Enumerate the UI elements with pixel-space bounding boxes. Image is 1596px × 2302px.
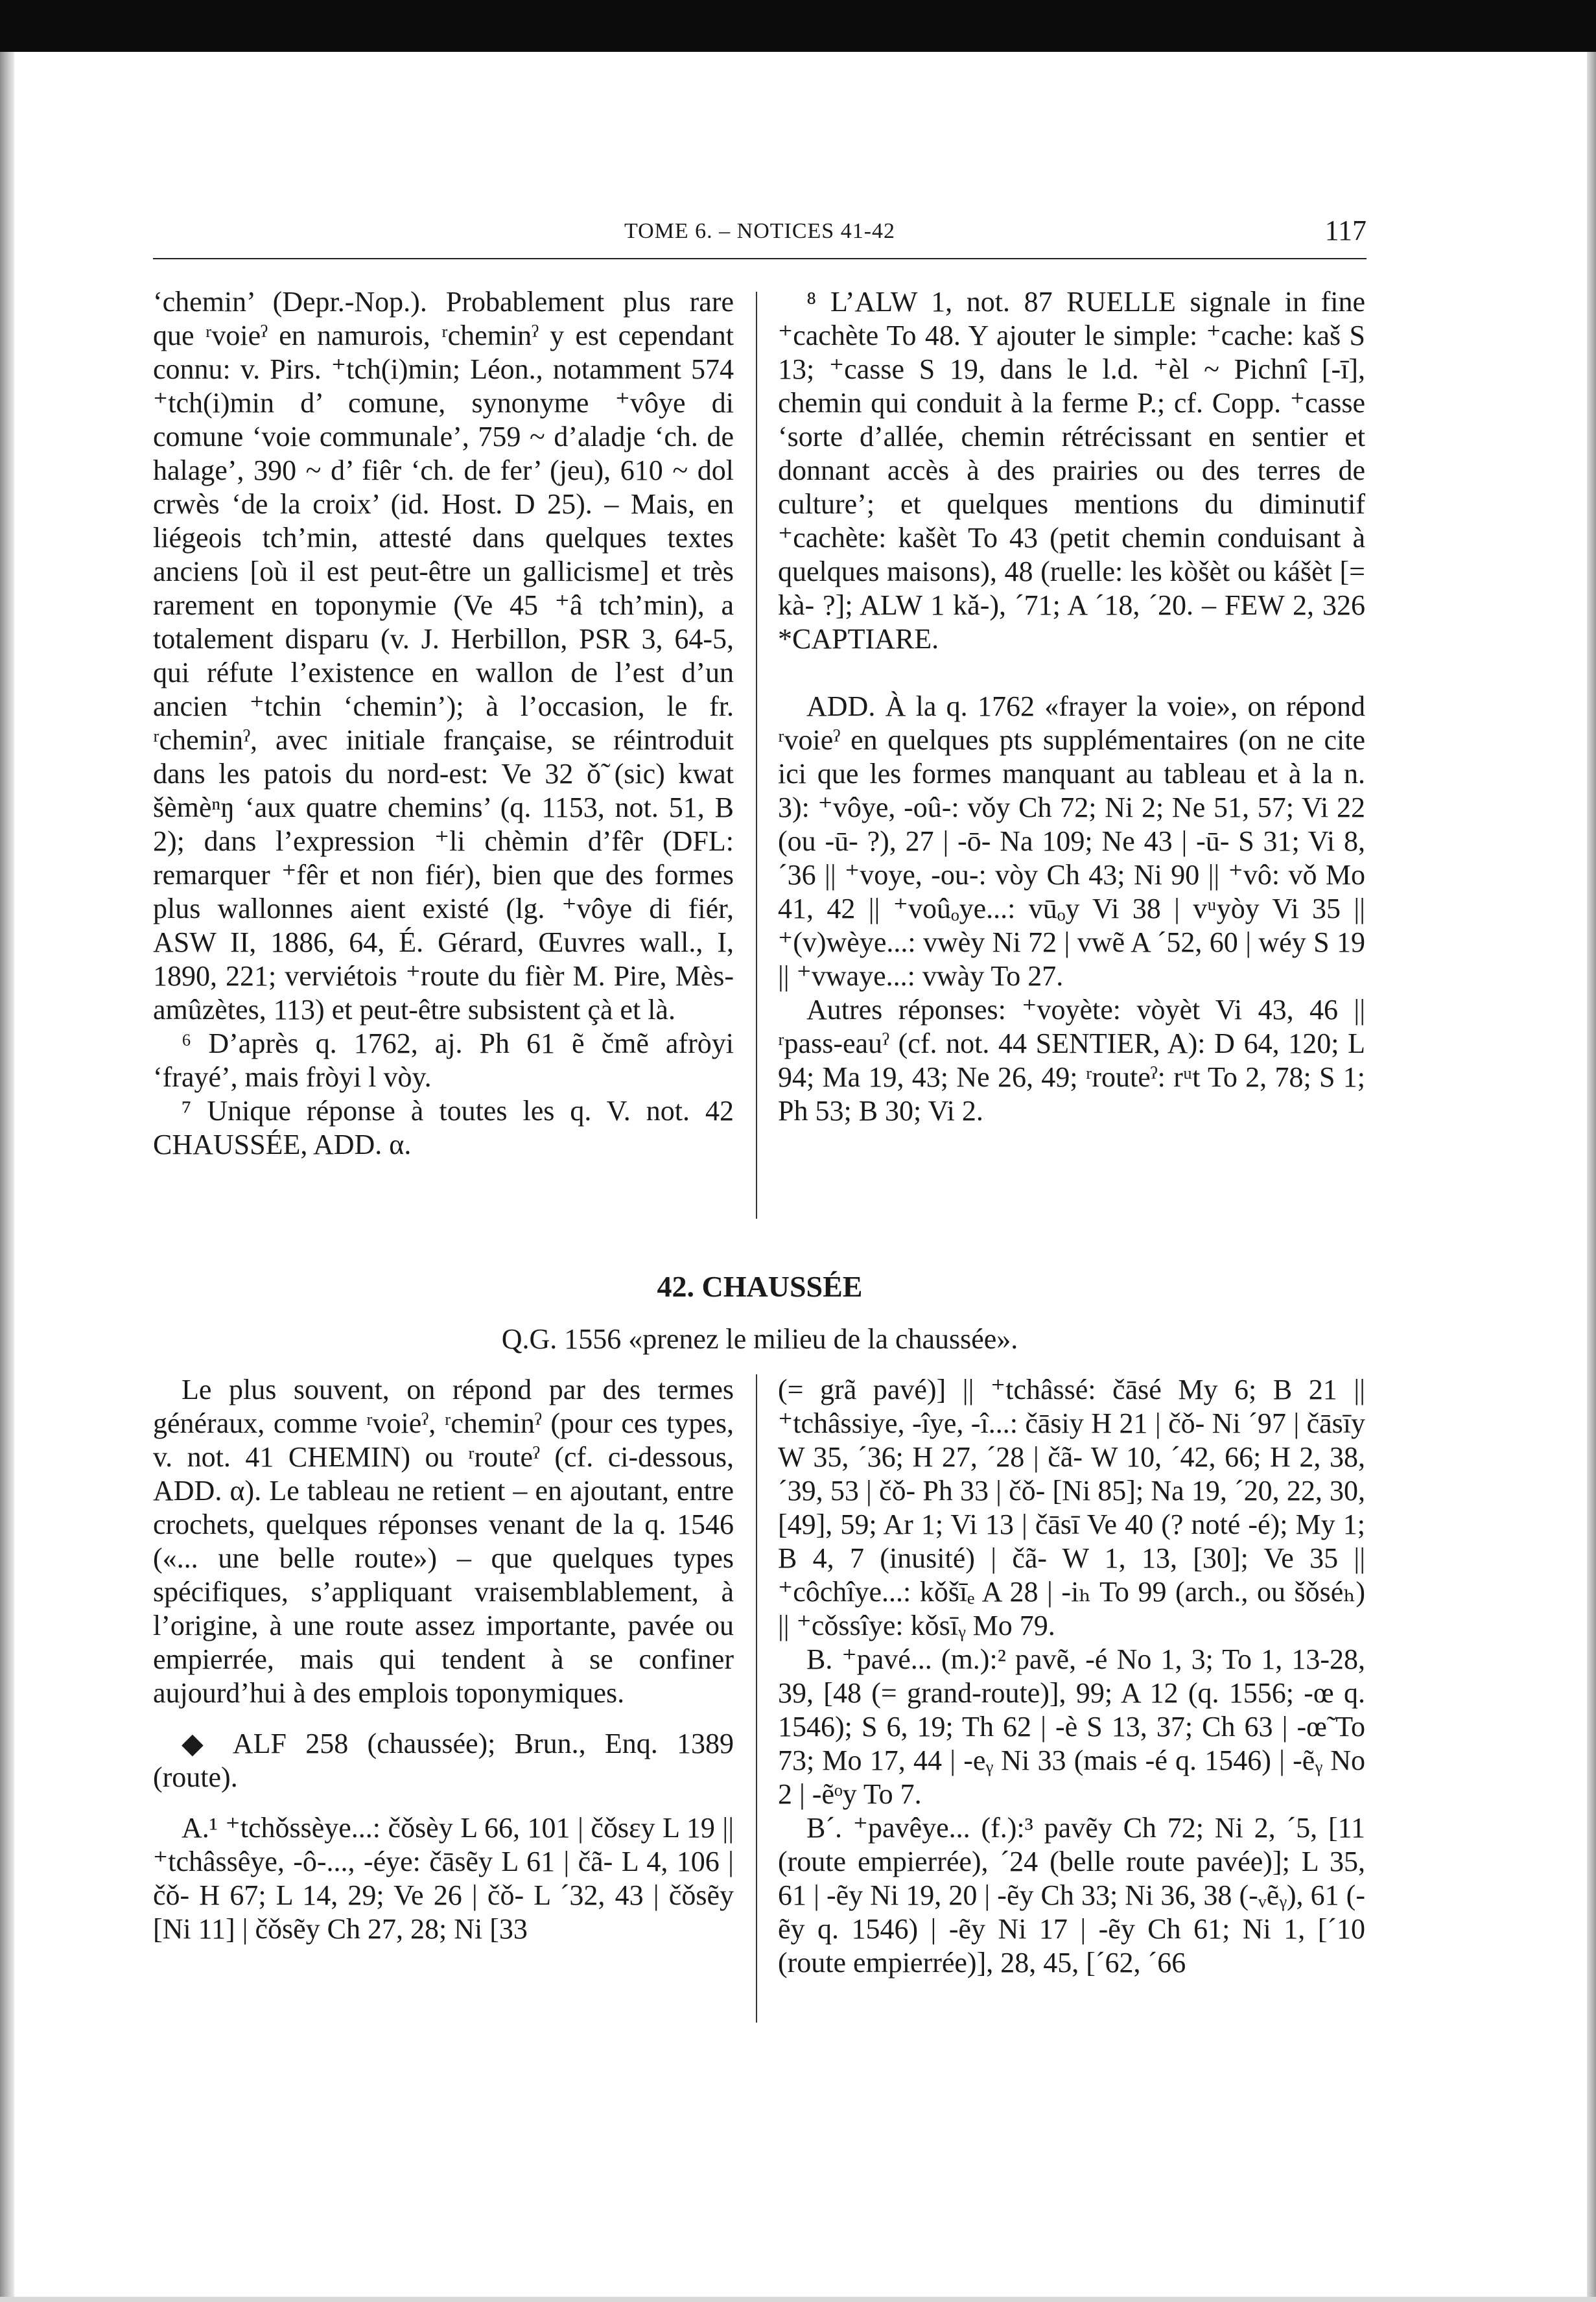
column-right-bottom: [778, 1373, 1365, 1980]
scan-bottom-edge: [0, 2297, 1596, 2302]
section-subtitle: Q.G. 1556 «prenez le milieu de la chaussée».: [501, 1323, 1018, 1355]
column-right-top: [778, 285, 1365, 1128]
column-divider: [756, 1374, 757, 2023]
section-title: 42. CHAUSSÉE: [657, 1270, 863, 1303]
column-left-top: [153, 285, 734, 1162]
paragraph: Le plus souvent, on répond par des termes généraux, comme ʳvoieˀ, ʳcheminˀ (pour ces types, v. not. 41 CHEMIN) ou ʳrouteˀ (cf. ci-dessous, ADD. α). Le tableau ne retient – en ajoutant, entre crochets, quelques réponses venant de la q. 1546 («... une belle route») – que quelques types spécifiques, s’appliquant vraisemblablement, à l’origine, à une route assez importante, pavée ou empierrée, mais qui tendent à se confiner aujourd’hui à des emplois toponymiques.: [153, 1374, 734, 1709]
paragraph: (= grã pavé)] || ⁺tchâssé: čāsé My 6; B 21 || ⁺tchâssiye, -îye, -î...: čāsiy H 21 | čǒ- Ni ´97 | čāsīy W 35, ´36; H 27, ´28 | čã- W 10, ´42, 66; H 2, 38, ´39, 53 | čǒ- Ph 33 | čǒ- [Ni 85]; Na 19, ´20, 22, 30, [49], 59; Ar 1; Vi 13 | čāsī Ve 40 (? noté -é); My 1; B 4, 7 (inusité) | čã- W 1, 13, [30]; Ve 35 || ⁺côchîye...: kǒšīₑ A 28 | -iₕ To 99 (arch., ou šǒséₕ) || ⁺cǒssîye: kǒsīᵧ Mo 79.: [778, 1374, 1365, 1641]
page-header: [153, 214, 1367, 259]
add-paragraph: ADD. À la q. 1762 «frayer la voie», on répond ʳvoieˀ en quelques pts supplémentaires (on ne cite ici que les formes manquant au tableau et à la n. 3): ⁺vôye, -oû-: vǒy Ch 72; Ni 2; Ne 51, 57; Vi 22 (ou -ū- ?), 27 | -ō- Na 109; Ne 43 | -ū- S 31; Vi 8, ´36 || ⁺voye, -ou-: vòy Ch 43; Ni 90 || ⁺vô: vǒ Mo 41, 42 || ⁺voûₒye...: vūₒy Vi 38 | vᵘyòy Vi 35 || ⁺(v)wèye...: vwèy Ni 72 | vwẽ A ´52, 60 | wéy S 19 || ⁺vwaye...: vwày To 27.: [778, 690, 1365, 992]
section-b-prime-paragraph: B´. ⁺pavêye... (f.):³ pavẽy Ch 72; Ni 2, ´5, [11 (route empierrée), ´24 (belle route pavée)]; L 35, 61 | -ẽy Ni 19, 20 | -ẽy Ch 33; Ni 36, 38 (-ᵥẽᵧ), 61 (-ẽy q. 1546) | -ẽy Ni 17 | -ẽy Ch 61; Ni 1, [´10 (route empierrée)], 28, 45, [´62, ´66: [778, 1812, 1365, 1979]
section-b-paragraph: B. ⁺pavé... (m.):² pavẽ, -é No 1, 3; To 1, 13-28, 39, [48 (= grand-route)], 99; A 12 (q. 1556; -œ q. 1546); S 6, 19; Th 62 | -è S 13, 37; Ch 63 | -œ̃ To 73; Mo 17, 44 | -eᵧ Ni 33 (mais -é q. 1546) | -ẽᵧ No 2 | -ẽᵒy To 7.: [778, 1643, 1365, 1810]
footnote-7: ⁷ Unique réponse à toutes les q. V. not. 42 CHAUSSÉE, ADD. α.: [153, 1095, 734, 1160]
scan-left-edge: [0, 52, 14, 2302]
section-a-paragraph: A.¹ ⁺tchǒssèye...: čǒsèy L 66, 101 | čǒsɛy L 19 || ⁺tchâssêye, -ô-..., -éye: čāsẽy L 61 | čã- L 4, 106 | čǒ- H 67; L 14, 29; Ve 26 | čǒ- L ´32, 43 | čǒsẽy [Ni 11] | čǒsẽy Ch 27, 28; Ni [33: [153, 1812, 734, 1945]
reference-paragraph: ◆ ALF 258 (chaussée); Brun., Enq. 1389 (route).: [153, 1728, 734, 1793]
scan-right-edge: [1587, 52, 1596, 2302]
column-left-bottom: [153, 1373, 734, 1946]
column-divider: [756, 292, 757, 1219]
page-number: 117: [1324, 215, 1367, 246]
paragraph: ‘chemin’ (Depr.-Nop.). Probablement plus rare que ʳvoieˀ en namurois, ʳcheminˀ y est cependant connu: v. Pirs. ⁺tch(i)min; Léon., notamment 574 ⁺tch(i)min d’ comune, synonyme ⁺vôye di comune ‘voie communale’, 759 ~ d’aladje ‘ch. de halage’, 390 ~ d’ fiêr ‘ch. de fer’ (jeu), 610 ~ dol crwès ‘de la croix’ (id. Host. D 25). – Mais, en liégeois tch’min, attesté dans quelques textes anciens [où il est peut-être un gallicisme] et très rarement en toponymie (Ve 45 ⁺â tch’min), a totalement disparu (v. J. Herbillon, PSR 3, 64-5, qui réfute l’existence en wallon de l’est d’un ancien ⁺tchin ‘chemin’); à l’occasion, le fr. ʳcheminˀ, avec initiale française, se réintroduit dans les patois du nord-est: Ve 32 ǒ̃ (sic) kwat šèmèⁿŋ ‘aux quatre chemins’ (q. 1153, not. 51, B 2); dans l’expression ⁺li chèmin d’fêr (DFL: remarquer ⁺fêr et non fiér), bien que des formes plus wallonnes aient existé (lg. ⁺vôye di fiér, ASW II, 1886, 64, É. Gérard, Œuvres wall., I, 1890, 221; verviétois ⁺route du fièr M. Pire, Mès-amûzètes, 113) et peut-être subsistent çà et là.: [153, 286, 734, 1026]
running-head: TOME 6. – NOTICES 41-42: [624, 219, 896, 243]
header-rule: [153, 258, 1367, 259]
other-responses: Autres réponses: ⁺voyète: vòyèt Vi 43, 46 || ʳpass-eauˀ (cf. not. 44 SENTIER, A): D 64, 120; L 94; Ma 19, 43; Ne 26, 49; ʳrouteˀ: rᵘt To 2, 78; S 1; Ph 53; B 30; Vi 2.: [778, 994, 1365, 1127]
footnote-8: ⁸ L’ALW 1, not. 87 RUELLE signale in fine ⁺cachète To 48. Y ajouter le simple: ⁺cache: kaš S 13; ⁺casse S 19, dans le l.d. ⁺èl ~ Pichnî [-ī], chemin qui conduit à la ferme P.; cf. Copp. ⁺casse ‘sorte d’allée, chemin rétrécissant en sentier et donnant accès à des prairies ou des terres de culture’; et quelques mentions du diminutif ⁺cachète: kašèt To 43 (petit chemin conduisant à quelques maisons), 48 (ruelle: les kòšèt ou kášèt [= kà- ?]; ALW 1 kǎ-), ´71; A ´18, ´20. – FEW 2, 326 *CAPTIARE.: [778, 286, 1365, 655]
scan-top-border: [0, 0, 1596, 52]
footnote-6: ⁶ D’après q. 1762, aj. Ph 61 ẽ čmẽ afròyi ‘frayé’, mais fròyi l vòy.: [153, 1028, 734, 1093]
